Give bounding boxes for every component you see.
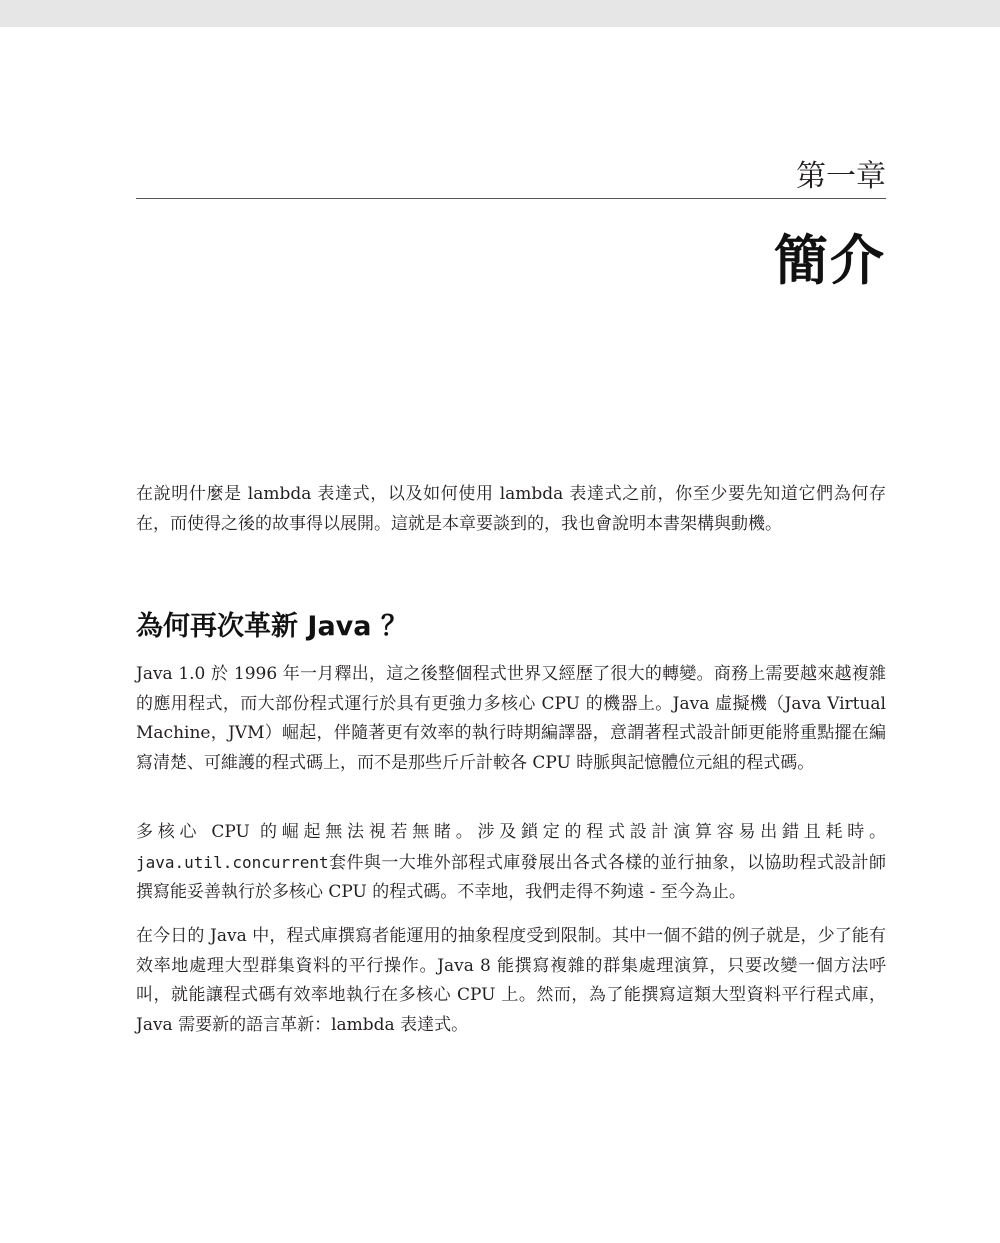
chapter-divider bbox=[136, 198, 886, 199]
chapter-title: 簡介 bbox=[774, 229, 886, 292]
top-margin-bar bbox=[0, 0, 1000, 27]
section-paragraph-1: Java 1.0 於 1996 年一月釋出，這之後整個程式世界又經歷了很大的轉變。商務上需要越來越複雜的應用程式，而大部份程式運行於具有更強力多核心 CPU 的機器上。Java 虛擬機（Java Virtual Machine，JVM）崛起，伴隨著更有效率的執行時期編譯器，意謂著程式設計師更能將重點擺在編寫清楚、可維護的程式碼上，而不是那些斤斤計較各 CPU 時脈與記憶體位元組的程式碼。 bbox=[136, 664, 886, 773]
paragraph-2-text-end: 套件與一大堆外部程式庫發展出各式各樣的並行抽象，以協助程式設計師撰寫能妥善執行於多核心 CPU 的程式碼。不幸地，我們走得不夠遠 - 至今為止。 bbox=[136, 852, 886, 902]
chapter-number: 第一章 bbox=[796, 159, 886, 194]
section-paragraph-3: 在今日的 Java 中，程式庫撰寫者能運用的抽象程度受到限制。其中一個不錯的例子就是，少了能有效率地處理大型群集資料的平行操作。Java 8 能撰寫複雜的群集處理演算，只要改變一個方法呼叫，就能讓程式碼有效率地執行在多核心 CPU 上。然而，為了能撰寫這類大型資料平行程式庫，Java 需要新的語言革新：lambda 表達式。 bbox=[136, 926, 886, 1035]
section-heading: 為何再次革新 Java ？ bbox=[136, 611, 408, 642]
section-paragraph-2 bbox=[136, 818, 886, 908]
intro-paragraph: 在說明什麼是 lambda 表達式，以及如何使用 lambda 表達式之前，你至少要先知道它們為何存在，而使得之後的故事得以展開。這就是本章要談到的，我也會說明本書架構與動機。 bbox=[136, 484, 886, 534]
inline-code-package: java.util.concurrent bbox=[136, 852, 329, 872]
paragraph-2-text-start: 多核心 CPU 的崛起無法視若無睹。涉及鎖定的程式設計演算容易出錯且耗時。 bbox=[136, 822, 886, 842]
